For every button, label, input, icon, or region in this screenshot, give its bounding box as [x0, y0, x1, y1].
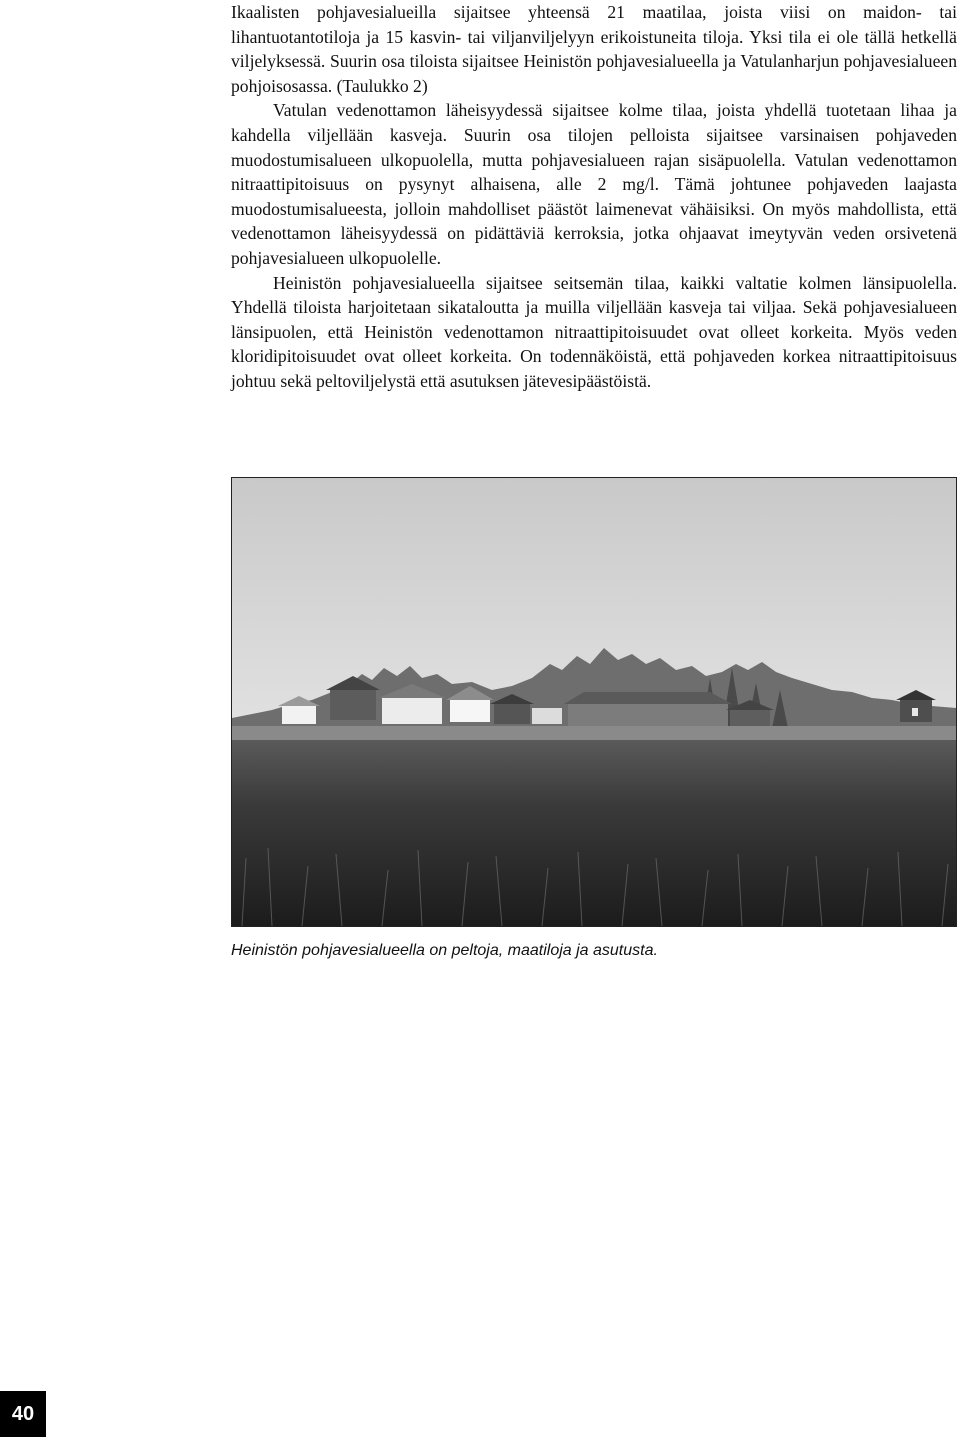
- figure-caption: Heinistön pohjavesialueella on peltoja, maatiloja ja asutusta.: [231, 942, 658, 959]
- page-number: 40: [0, 1391, 46, 1437]
- pasture-strip: [232, 726, 956, 740]
- body-text: [231, 0, 957, 394]
- farm-landscape-photo: [231, 477, 957, 927]
- paragraph-1: Ikaalisten pohjavesialueilla sijaitsee yhteensä 21 maatilaa, joista viisi on maidon- tai lihantuotantotiloja ja 15 kasvin- tai viljanviljelyyn erikoistuneita tiloja. Yksi tila ei ole tällä hetkellä viljelyksessä. Suurin osa tiloista sijaitsee Heinistön pohjavesialueella ja Vatulanharjun pohjavesialueen pohjoisosassa. (Taulukko 2): [231, 2, 957, 96]
- plowed-field: [232, 740, 956, 926]
- paragraph-2: Vatulan vedenottamon läheisyydessä sijaitsee kolme tilaa, joista yhdellä tuotetaan lihaa ja kahdella viljellään kasveja. Suurin osa tilojen pelloista sijaitsee varsinaisen pohjaveden muodostumisalueen ulkopuolella, mutta pohjavesialueen rajan sisäpuolella. Vatulan vedenottamon nitraattipitoisuus on pysynyt alhaisena, alle 2 mg/l. Tämä johtunee pohjaveden laajasta muodostumisalueesta, jolloin mahdolliset päästöt laimenevat vähäisiksi. On myös mahdollista, että vedenottamon läheisyydessä on pidättäviä kerroksia, jotka ohjaavat imeytyvän veden orsivetenä pohjavesialueen ulkopuolelle.: [231, 100, 957, 268]
- paragraph-3: Heinistön pohjavesialueella sijaitsee seitsemän tilaa, kaikki valtatie kolmen länsipuolella. Yhdellä tiloista harjoitetaan sikataloutta ja muilla viljellään kasveja tai viljaa. Sekä pohjavesialueen länsipuolen, että Heinistön vedenottamon nitraattipitoisuudet ovat olleet korkeita. Myös veden kloridipitoisuudet ovat olleet korkeita. On todennäköistä, että pohjaveden korkea nitraattipitoisuus johtuu sekä peltoviljelystä että asutuksen jätevesipäästöistä.: [231, 272, 957, 391]
- photo-illustration: [232, 478, 956, 926]
